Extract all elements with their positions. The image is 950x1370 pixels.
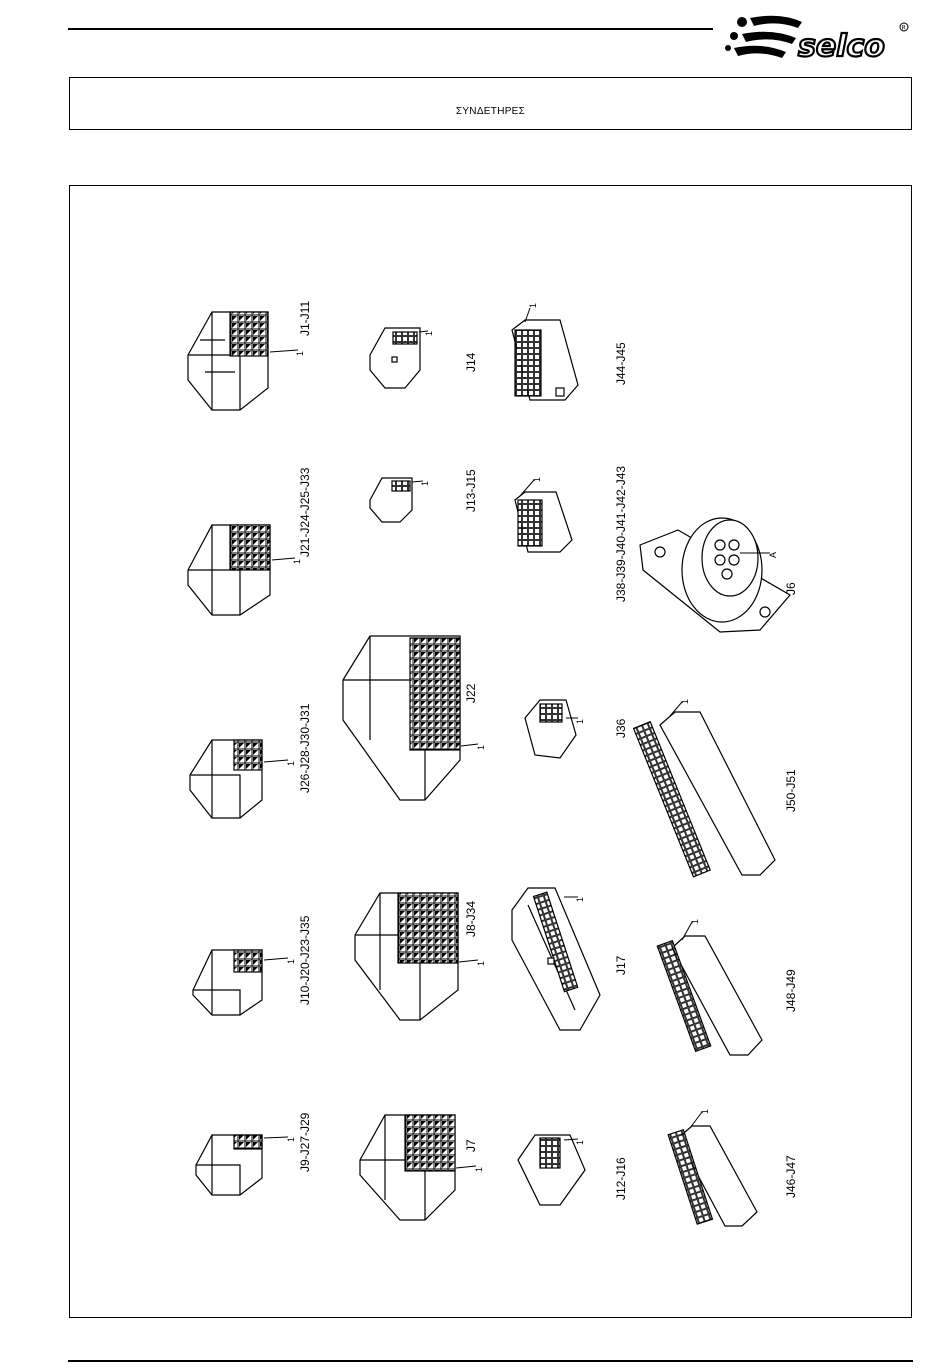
page-title: ΣΥΝΔΕΤΗΡΕΣ — [455, 106, 526, 117]
footer-rule — [68, 1360, 913, 1362]
label-j22: J22 — [464, 683, 478, 703]
pin1-marker: 1 — [292, 558, 302, 564]
pin1-marker: 1 — [286, 760, 296, 766]
connector-j17-drawing — [512, 888, 600, 1030]
pin1-marker: 1 — [528, 302, 538, 308]
connector-j8-j34-drawing — [355, 893, 458, 1020]
pin1-marker: 1 — [690, 918, 700, 924]
connector-j13-j15-drawing — [370, 478, 412, 522]
pin1-marker: 1 — [575, 718, 585, 724]
pin1-marker: 1 — [575, 1139, 585, 1145]
connector-j6-drawing — [640, 518, 790, 632]
label-j1-j11: J1-J11 — [298, 300, 312, 336]
pin1-marker: 1 — [476, 744, 486, 750]
pin1-marker: 1 — [474, 1166, 484, 1172]
label-j48-j49: J48-J49 — [784, 969, 798, 1012]
connector-j44-j45-drawing — [512, 320, 578, 400]
label-j50-j51: J50-J51 — [784, 769, 798, 812]
connector-j7-drawing — [360, 1115, 455, 1220]
label-j46-j47: J46-J47 — [784, 1155, 798, 1198]
pin1-marker: 1 — [295, 350, 305, 356]
pin1-marker: 1 — [424, 330, 434, 336]
connector-j1-j11-drawing — [188, 312, 268, 410]
connector-j36-drawing — [525, 700, 576, 758]
label-j14: J14 — [464, 352, 478, 372]
connector-j14-drawing — [370, 328, 420, 388]
connector-j26-drawing — [190, 740, 262, 818]
label-j36: J36 — [614, 718, 628, 738]
pin1-marker: 1 — [286, 958, 296, 964]
label-j9-group: J9-J27-J29 — [298, 1112, 312, 1172]
connector-j9-drawing — [196, 1135, 262, 1195]
connector-j10-drawing — [193, 950, 262, 1015]
connector-j12-j16-drawing — [518, 1135, 585, 1205]
pin1-marker: 1 — [476, 960, 486, 966]
pinA-marker: A — [768, 551, 778, 558]
connector-j48-j49-drawing — [657, 936, 762, 1055]
label-j6: J6 — [784, 582, 798, 595]
connector-j38-group-drawing — [515, 492, 572, 552]
label-j26-group: J26-J28-J30-J31 — [298, 703, 312, 793]
pin1-marker: 1 — [532, 476, 542, 482]
brand-wordmark: selco — [798, 29, 885, 64]
label-j21-group: J21-J24-J25-J33 — [298, 467, 312, 557]
pin1-marker: 1 — [700, 1108, 710, 1114]
label-j10-group: J10-J20-J23-J35 — [298, 915, 312, 1005]
pin1-marker: 1 — [286, 1136, 296, 1142]
pin1-marker: 1 — [680, 698, 690, 704]
connector-j22-drawing — [343, 636, 460, 800]
connector-j21-drawing — [188, 525, 270, 615]
pin1-marker: 1 — [575, 896, 585, 902]
label-j44-j45: J44-J45 — [614, 342, 628, 385]
label-j12-j16: J12-J16 — [614, 1157, 628, 1200]
connector-j46-j47-drawing — [668, 1126, 757, 1226]
pin1-marker: 1 — [420, 480, 430, 486]
label-j8-j34: J8-J34 — [464, 900, 478, 937]
label-j13-j15: J13-J15 — [464, 469, 478, 512]
label-j17: J17 — [614, 955, 628, 975]
label-j38-group: J38-J39-J40-J41-J42-J43 — [614, 465, 628, 602]
connector-j50-j51-drawing — [634, 712, 775, 877]
svg-text:R: R — [901, 24, 906, 32]
label-j7: J7 — [464, 1139, 478, 1152]
